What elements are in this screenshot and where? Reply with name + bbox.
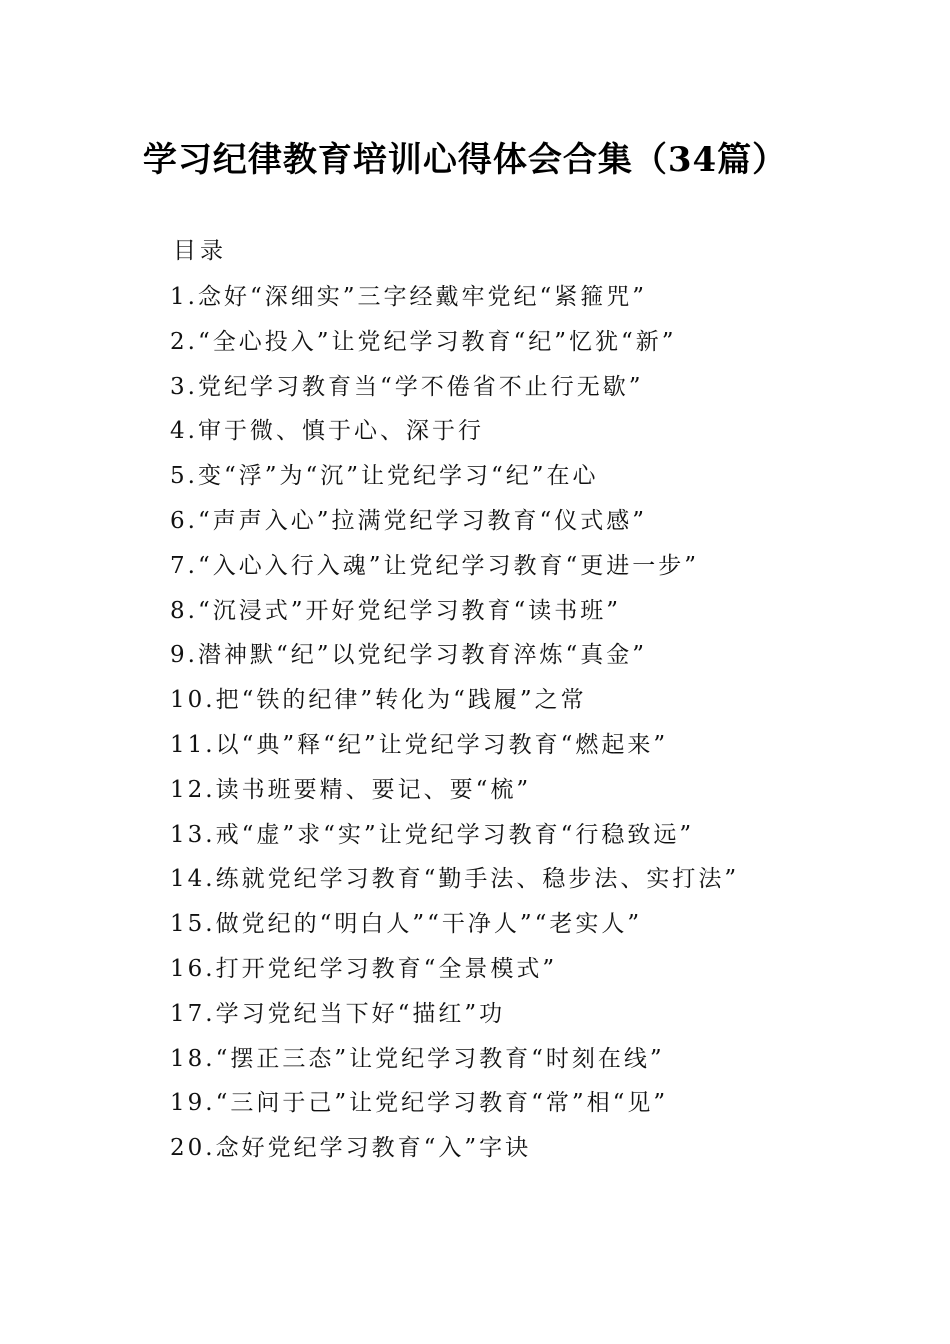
toc-item: 20.念好党纪学习教育“入”字诀 [170, 1135, 532, 1162]
toc-item: 14.练就党纪学习教育“勤手法、稳步法、实打法” [170, 866, 740, 893]
toc-item: 15.做党纪的“明白人”“干净人”“老实人” [170, 911, 643, 938]
toc-item: 18.“摆正三态”让党纪学习教育“时刻在线” [170, 1045, 665, 1072]
toc-item: 12.读书班要精、要记、要“梳” [170, 776, 532, 803]
document-title: 学习纪律教育培训心得体会合集（34篇） [142, 140, 788, 180]
toc-list [170, 280, 870, 1176]
toc-item: 10.把“铁的纪律”转化为“践履”之常 [170, 687, 587, 714]
toc-item: 19.“三问于己”让党纪学习教育“常”相“见” [170, 1090, 669, 1117]
toc-item: 3.党纪学习教育当“学不倦省不止行无歇” [170, 373, 644, 400]
toc-heading: 目录 [173, 238, 227, 264]
toc-item: 7.“入心入行入魂”让党纪学习教育“更进一步” [170, 552, 699, 579]
toc-item: 6.“声声入心”拉满党纪学习教育“仪式感” [170, 507, 647, 534]
toc-item: 16.打开党纪学习教育“全景模式” [170, 955, 558, 982]
toc-item: 13.戒“虚”求“实”让党纪学习教育“行稳致远” [170, 821, 695, 848]
toc-item: 11.以“典”释“纪”让党纪学习教育“燃起来” [170, 731, 669, 758]
toc-item: 2.“全心投入”让党纪学习教育“纪”忆犹“新” [170, 328, 677, 355]
toc-item: 17.学习党纪当下好“描红”功 [170, 1000, 506, 1027]
toc-item: 8.“沉浸式”开好党纪学习教育“读书班” [170, 597, 621, 624]
toc-item: 9.潜神默“纪”以党纪学习教育淬炼“真金” [170, 642, 647, 669]
toc-item: 4.审于微、慎于心、深于行 [170, 418, 484, 445]
toc-item: 1.念好“深细实”三字经戴牢党纪“紧箍咒” [170, 284, 647, 310]
toc-item: 5.变“浮”为“沉”让党纪学习“纪”在心 [170, 463, 599, 490]
